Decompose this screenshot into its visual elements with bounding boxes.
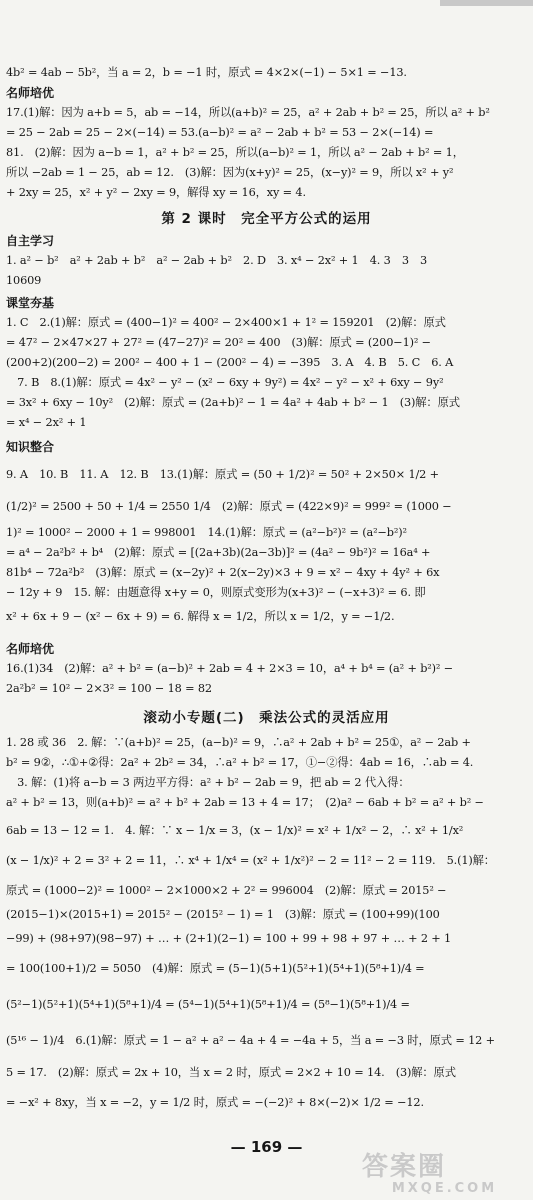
watermark-url: MXQE.COM bbox=[391, 1181, 498, 1196]
text-line: (x − 1/x)² + 2 = 3² + 2 = 11，∴ x⁴ + 1/x⁴ = (x² + 1/x²)² − 2 = 11² − 2 = 119. 5.(1)解： bbox=[6, 854, 495, 867]
text-line: 9. A 10. B 11. A 12. B 13.(1)解：原式 = (50 + 1/2)² = 50² + 2×50× 1/2 + bbox=[6, 468, 439, 481]
text-line: 1. a² − b² a² + 2ab + b² a² − 2ab + b² 2. D 3. x⁴ − 2x² + 1 4. 3 3 3 bbox=[6, 254, 428, 267]
section-heading: 知识整合 bbox=[6, 440, 55, 454]
text-line: 4b² = 4ab − 5b²，当 a = 2，b = −1 时，原式 = 4×2×(−1) − 5×1 = −13. bbox=[6, 66, 407, 79]
text-line: = −x² + 8xy，当 x = −2，y = 1/2 时，原式 = −(−2)² + 8×(−2)× 1/2 = −12. bbox=[6, 1096, 424, 1109]
page-number: — 169 — bbox=[230, 1138, 303, 1156]
special-topic-title: 滚动小专题(二) 乘法公式的灵活应用 bbox=[143, 710, 390, 726]
text-line: b² = 9②，∴①+②得：2a² + 2b² = 34，∴a² + b² = 17，①−②得：4ab = 16，∴ab = 4. bbox=[6, 756, 474, 769]
text-line: 10609 bbox=[6, 274, 42, 287]
text-line: = a⁴ − 2a²b² + b⁴ (2)解：原式 = [(2a+3b)(2a−3b)]² = (4a² − 9b²)² = 16a⁴ + bbox=[6, 546, 431, 559]
text-line: 3. 解：(1)将 a−b = 3 两边平方得：a² + b² − 2ab = 9，把 ab = 2 代入得： bbox=[6, 776, 410, 789]
text-line: (5¹⁶ − 1)/4 6.(1)解：原式 = 1 − a² + a² − 4a + 4 = −4a + 5，当 a = −3 时，原式 = 12 + bbox=[6, 1034, 495, 1047]
text-line: 原式 = (1000−2)² = 1000² − 2×1000×2 + 2² = 996004 (2)解：原式 = 2015² − bbox=[6, 884, 447, 897]
text-line: x² + 6x + 9 − (x² − 6x + 9) = 6. 解得 x = 1/2，所以 x = 1/2，y = −1/2. bbox=[6, 610, 395, 623]
text-line: 5 = 17. (2)解：原式 = 2x + 10，当 x = 2 时，原式 = 2×2 + 10 = 14. (3)解：原式 bbox=[6, 1066, 456, 1079]
text-line: = x⁴ − 2x² + 1 bbox=[6, 416, 87, 429]
watermark-logo bbox=[362, 1152, 527, 1198]
text-line: 1. C 2.(1)解：原式 = (400−1)² = 400² − 2×400×1 + 1² = 159201 (2)解：原式 bbox=[6, 316, 446, 329]
lesson-title: 第 2 课时 完全平方公式的运用 bbox=[161, 211, 372, 227]
text-line: 7. B 8.(1)解：原式 = 4x² − y² − (x² − 6xy + 9y²) = 4x² − y² − x² + 6xy − 9y² bbox=[6, 376, 444, 389]
text-line: 16.(1)34 (2)解：a² + b² = (a−b)² + 2ab = 4 + 2×3 = 10，a⁴ + b⁴ = (a² + b²)² − bbox=[6, 662, 454, 675]
text-line: a² + b² = 13，则(a+b)² = a² + b² + 2ab = 13 + 4 = 17； (2)a² − 6ab + b² = a² + b² − bbox=[6, 796, 484, 809]
text-line: = 3x² + 6xy − 10y² (2)解：原式 = (2a+b)² − 1 = 4a² + 4ab + b² − 1 (3)解：原式 bbox=[6, 396, 460, 409]
text-line: (5²−1)(5²+1)(5⁴+1)(5⁸+1)/4 = (5⁴−1)(5⁴+1)(5⁸+1)/4 = (5⁸−1)(5⁸+1)/4 = bbox=[6, 998, 410, 1011]
text-line: 所以 −2ab = 1 − 25，ab = 12. (3)解：因为(x+y)² = 25，(x−y)² = 9，所以 x² + y² bbox=[6, 166, 454, 179]
text-line: 1. 28 或 36 2. 解：∵(a+b)² = 25，(a−b)² = 9，∴a² + 2ab + b² = 25①，a² − 2ab + bbox=[6, 736, 471, 749]
text-line: = 100(100+1)/2 = 5050 (4)解：原式 = (5−1)(5+1)(5²+1)(5⁴+1)(5⁸+1)/4 = bbox=[6, 962, 425, 975]
text-line: = 25 − 2ab = 25 − 2×(−14) = 53.(a−b)² = a² − 2ab + b² = 53 − 2×(−14) = bbox=[6, 126, 434, 139]
text-line: 6ab = 13 − 12 = 1. 4. 解：∵ x − 1/x = 3，(x − 1/x)² = x² + 1/x² − 2，∴ x² + 1/x² bbox=[6, 824, 464, 837]
text-line: = 47² − 2×47×27 + 27² = (47−27)² = 20² = 400 (3)解：原式 = (200−1)² − bbox=[6, 336, 431, 349]
text-line: + 2xy = 25，x² + y² − 2xy = 9，解得 xy = 16，xy = 4. bbox=[6, 186, 306, 199]
text-line: 1)² = 1000² − 2000 + 1 = 998001 14.(1)解：原式 = (a²−b²)² = (a²−b²)² bbox=[6, 526, 407, 539]
text-line: (1/2)² = 2500 + 50 + 1/4 = 2550 1/4 (2)解：原式 = (422×9)² = 999² = (1000 − bbox=[6, 500, 452, 513]
text-line: − 12y + 9 15. 解：由题意得 x+y = 0，则原式变形为(x+3)² − (−x+3)² = 6. 即 bbox=[6, 586, 426, 599]
text-line: 81. (2)解：因为 a−b = 1，a² + b² = 25，所以(a−b)² = 1，所以 a² − 2ab + b² = 1， bbox=[6, 146, 464, 159]
section-heading: 名师培优 bbox=[6, 86, 55, 100]
text-line: 17.(1)解：因为 a+b = 5，ab = −14，所以(a+b)² = 25，a² + 2ab + b² = 25，所以 a² + b² bbox=[6, 106, 490, 119]
text-line: 2a²b² = 10² − 2×3² = 100 − 18 = 82 bbox=[6, 682, 212, 695]
section-heading: 课堂夯基 bbox=[6, 296, 55, 310]
section-heading: 名师培优 bbox=[6, 642, 55, 656]
text-line: (2015−1)×(2015+1) = 2015² − (2015² − 1) = 1 (3)解：原式 = (100+99)(100 bbox=[6, 908, 440, 921]
text-line: (200+2)(200−2) = 200² − 400 + 1 − (200² − 4) = −395 3. A 4. B 5. C 6. A bbox=[6, 356, 454, 369]
section-heading: 自主学习 bbox=[6, 234, 55, 248]
text-line: −99) + (98+97)(98−97) + … + (2+1)(2−1) = 100 + 99 + 98 + 97 + … + 2 + 1 bbox=[6, 932, 452, 945]
scan-edge-mark bbox=[440, 0, 533, 6]
text-line: 81b⁴ − 72a²b² (3)解：原式 = (x−2y)² + 2(x−2y)×3 + 9 = x² − 4xy + 4y² + 6x bbox=[6, 566, 440, 579]
watermark-text: 答案圈 bbox=[362, 1152, 447, 1182]
